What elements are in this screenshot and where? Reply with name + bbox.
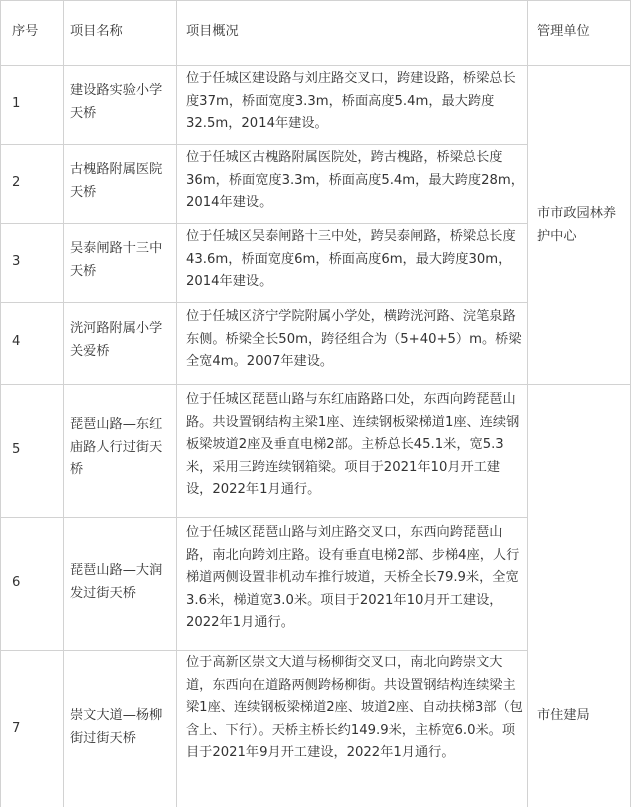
row-index: 3 (12, 254, 21, 269)
row-overview: 位于任城区琵琶山路与东红庙路路口处，东西向跨琵琶山路。共设置钢结构主梁1座、连续钢板梁梯道1座、连续钢板梁坡道2座及垂直电梯2部。主桥总长45.1米，宽5.3米，采用三跨连续钢箱梁。项目于2021年10月开工建设，2022年1月通行。 (186, 392, 520, 497)
row-overview: 位于任城区琵琶山路与刘庄路交叉口，东西向跨琵琶山路，南北向跨刘庄路。设有垂直电梯2部、步梯4座，人行梯道两侧设置非机动车推行坡道，天桥全长79.9米，全宽3.6米，梯道宽3.0米。项目于2021年10月开工建设，2022年1月通行。 (186, 525, 520, 630)
row-name: 洸河路附属小学关爱桥 (70, 321, 163, 359)
row-overview: 位于高新区崇文大道与杨柳街交叉口，南北向跨崇文大道，东西向在道路两侧跨杨柳街。共设置钢结构连续梁主梁1座、连续钢板梁梯道2座、坡道2座、自动扶梯3部（包含上、下行）。天桥主桥长约149.9米，主桥宽6.0米。项目于2021年9月开工建设，2022年1月通行。 (186, 655, 523, 760)
header-name: 项目名称 (70, 24, 123, 39)
row-index: 5 (12, 442, 21, 457)
header-overview: 项目概况 (186, 24, 239, 39)
row-index: 1 (12, 96, 21, 111)
row-name: 崇文大道—杨柳街过街天桥 (70, 708, 163, 746)
row-overview: 位于任城区吴泰闸路十三中处，跨吴泰闸路，桥梁总长度43.6m，桥面宽度6m，桥面高度6m，最大跨度30m，2014年建设。 (186, 229, 516, 289)
header-unit: 管理单位 (537, 24, 590, 39)
unit-housing-bureau: 市住建局 (537, 708, 590, 723)
row-overview: 位于任城区古槐路附属医院处，跨古槐路，桥梁总长度36m，桥面宽度3.3m，桥面高度5.4m，最大跨度28m，2014年建设。 (186, 150, 524, 210)
row-index: 6 (12, 575, 21, 590)
row-name: 古槐路附属医院天桥 (70, 162, 163, 200)
row-overview: 位于任城区济宁学院附属小学处，横跨洸河路、浣笔泉路东侧。桥梁全长50m，跨径组合为（5+40+5）m。桥梁全宽4m。2007年建设。 (186, 309, 522, 369)
unit-municipal-garden: 市市政园林养护中心 (537, 206, 617, 244)
row-index: 2 (12, 175, 21, 190)
row-name: 琵琶山路—东红庙路人行过街天桥 (70, 417, 163, 477)
row-name: 琵琶山路—大润发过街天桥 (70, 563, 163, 601)
header-index: 序号 (12, 24, 39, 39)
row-name: 吴泰闸路十三中天桥 (70, 241, 163, 279)
row-index: 4 (12, 334, 21, 349)
row-index: 7 (12, 721, 21, 736)
row-name: 建设路实验小学天桥 (70, 83, 163, 121)
row-overview: 位于任城区建设路与刘庄路交叉口，跨建设路，桥梁总长度37m，桥面宽度3.3m，桥面高度5.4m，最大跨度32.5m，2014年建设。 (186, 71, 516, 131)
